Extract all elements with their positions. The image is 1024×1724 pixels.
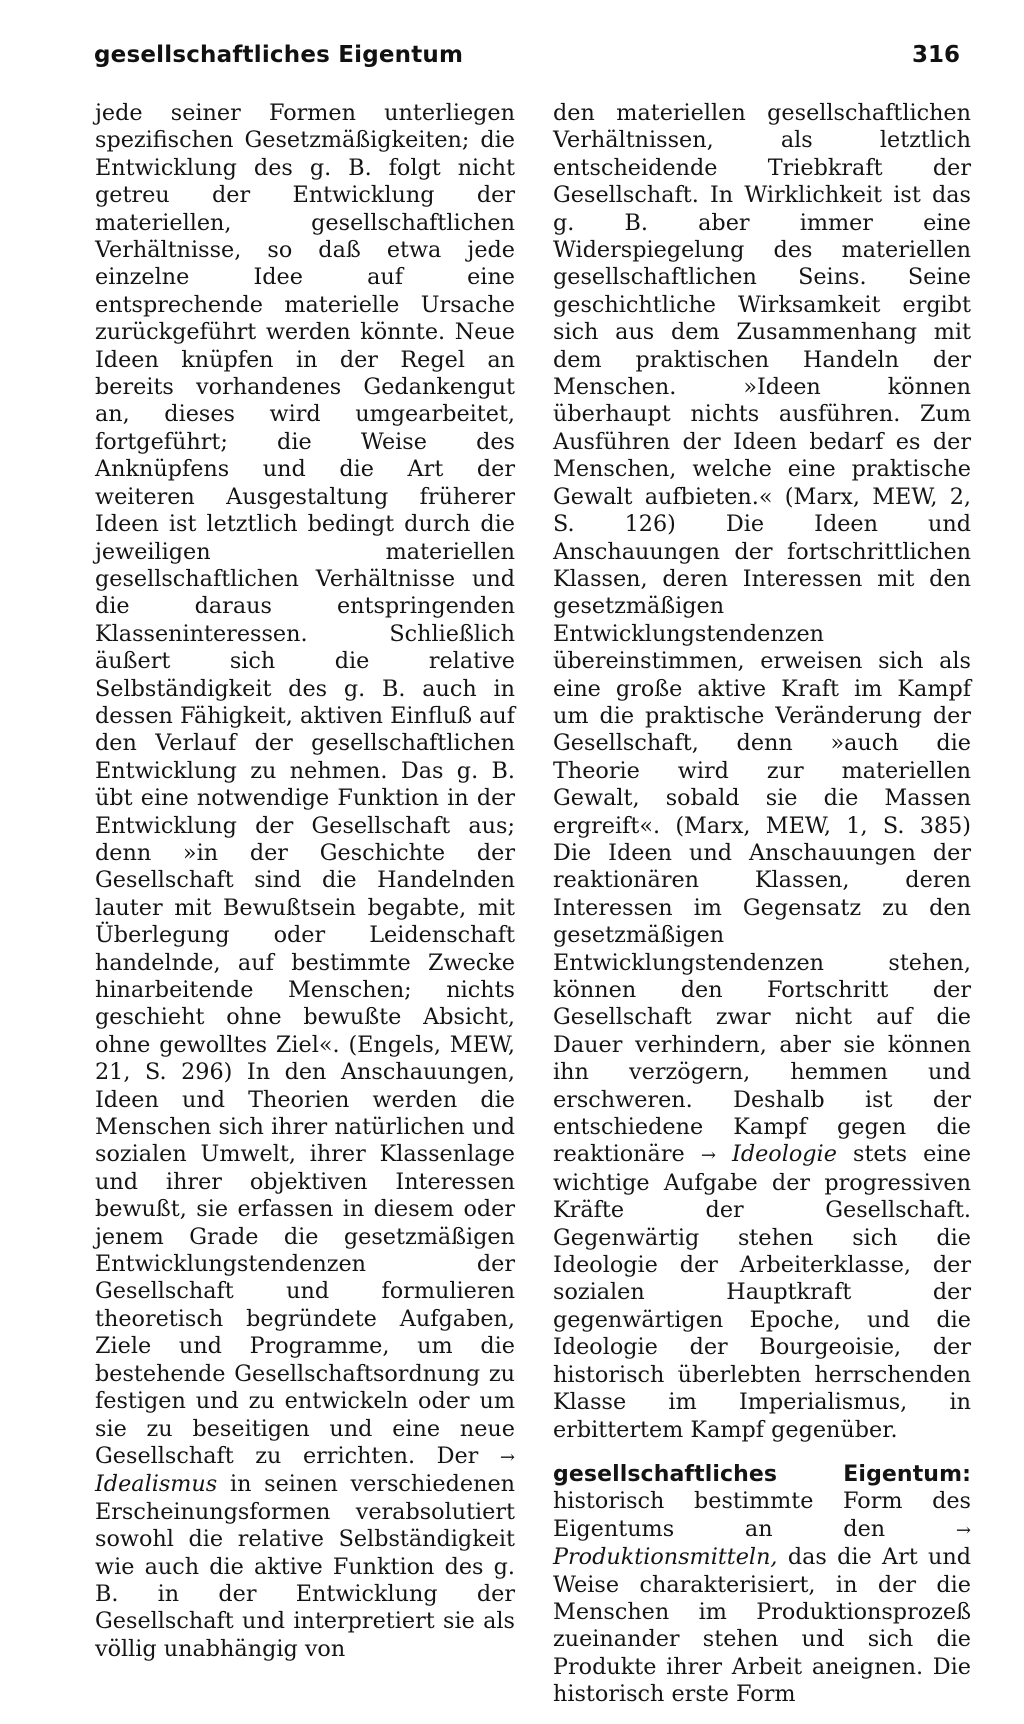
- entry-headword: gesellschaftliches Eigentum:: [553, 1461, 971, 1487]
- text-run: stets eine wichtige Aufgabe der progressiven Kräfte der Gesellschaft. Gegenwärtig stehen sich die Ideologie der Arbeiterklasse, der sozialen Hauptkraft der gegenwärtigen Epoche, und die Ideologie der Bourgeoisie, der historisch überlebten herrschenden Klasse im Imperialismus, in erbittertem Kampf gegenüber.: [553, 1141, 972, 1443]
- cross-reference-arrow-icon: →: [700, 1145, 716, 1167]
- text-run: in seinen verschiedenen Erscheinungsformen verabsolutiert sowohl die relative Selbständigkeit wie auch die aktive Funktion des g. B. in der Entwicklung der Gesellschaft und interpretiert sie als völlig unabhängig von: [95, 1471, 515, 1662]
- cross-reference-arrow-icon: →: [955, 1519, 971, 1541]
- text-run: jede seiner Formen unterliegen spezifischen Gesetzmäßigkeiten; die Entwicklung des g. B. folgt nicht getreu der Entwicklung der materiellen, gesellschaftlichen Verhältnisse, so daß etwa jede einzelne Idee auf eine entsprechende materielle Ursache zurückgeführt werden könnte. Neue Ideen knüpfen in der Regel an bereits vorhandenes Gedankengut an, dieses wird umgearbeitet, fortgeführt; die Weise des Anknüpfens und die Art der weiteren Ausgestaltung früherer Ideen ist letztlich bedingt durch die jeweiligen materiellen gesellschaftlichen Verhältnisse und die daraus entspringenden Klasseninteressen. Schließlich äußert sich die relative Selbständigkeit des g. B. auch in dessen Fähigkeit, aktiven Einfluß auf den Verlauf der gesellschaftlichen Entwicklung zu nehmen. Das g. B. übt eine notwendige Funktion in der Entwicklung der Gesellschaft aus; denn »in der Geschichte der Gesellschaft sind die Handelnden lauter mit Bewußtsein begabte, mit Überlegung oder Leidenschaft handelnde, auf bestimmte Zwecke hinarbeitende Menschen; nichts geschieht ohne bewußte Absicht, ohne gewolltes Ziel«. (Engels, MEW, 21, S. 296) In den Anschauungen, Ideen und Theorien werden die Menschen sich ihrer natürlichen und sozialen Umwelt, ihrer Klassenlage und ihrer objektiven Interessen bewußt, sie erfassen in diesem oder jenem Grade die gesetzmäßigen Entwicklungstendenzen der Gesellschaft und formulieren theoretisch begründete Aufgaben, Ziele und Programme, um die bestehende Gesellschaftsordnung zu festigen und zu entwickeln oder um sie zu beseitigen und eine neue Gesellschaft zu errichten. Der: [95, 100, 516, 1469]
- running-head: gesellschaftliches Eigentum: [94, 42, 464, 68]
- cross-reference-produktionsmitteln[interactable]: Produktionsmitteln,: [553, 1544, 778, 1571]
- text-run: den materiellen gesellschaftlichen Verhältnissen, als letztlich entscheidende Triebkraft der Gesellschaft. In Wirklichkeit ist das g. B. aber immer eine Widerspiegelung des materiellen gesellschaftlichen Seins. Seine geschichtliche Wirksamkeit ergibt sich aus dem Zusammenhang mit dem praktischen Handeln der Menschen. »Ideen können überhaupt nichts ausführen. Zum Ausführen der Ideen bedarf es der Menschen, welche eine praktische Gewalt aufbieten.« (Marx, MEW, 2, S. 126) Die Ideen und Anschauungen der fortschrittlichen Klassen, deren Interessen mit den gesetzmäßigen Entwicklungstendenzen übereinstimmen, erweisen sich als eine große aktive Kraft im Kampf um die praktische Veränderung der Gesellschaft, denn »auch die Theorie wird zur materiellen Gewalt, sobald sie die Massen ergreift«. (Marx, MEW, 1, S. 385) Die Ideen und Anschauungen der reaktionären Klassen, deren Interessen im Gegensatz zu den gesetzmäßigen Entwicklungstendenzen stehen, können den Fortschritt der Gesellschaft zwar nicht auf die Dauer verhindern, aber sie können ihn verzögern, hemmen und erschweren. Deshalb ist der entschiedene Kampf gegen die reaktionäre: [553, 100, 971, 1168]
- left-column: [95, 100, 515, 1663]
- dictionary-entry: [553, 1461, 971, 1709]
- cross-reference-arrow-icon: →: [499, 1446, 515, 1468]
- right-column: [553, 100, 971, 1709]
- text-run: historisch bestimmte Form des Eigentums an den: [553, 1488, 971, 1542]
- paragraph: [95, 100, 515, 1663]
- cross-reference-ideologie[interactable]: Ideologie: [732, 1141, 837, 1168]
- paragraph: [553, 100, 971, 1444]
- page-number: 316: [911, 42, 960, 68]
- cross-reference-idealismus[interactable]: Idealismus: [95, 1471, 218, 1498]
- text-run: das die Art und Weise charakterisiert, in der die Menschen im Produktionsprozeß zueinander stehen und sich die Produkte ihrer Arbeit aneignen. Die historisch erste Form: [553, 1544, 971, 1708]
